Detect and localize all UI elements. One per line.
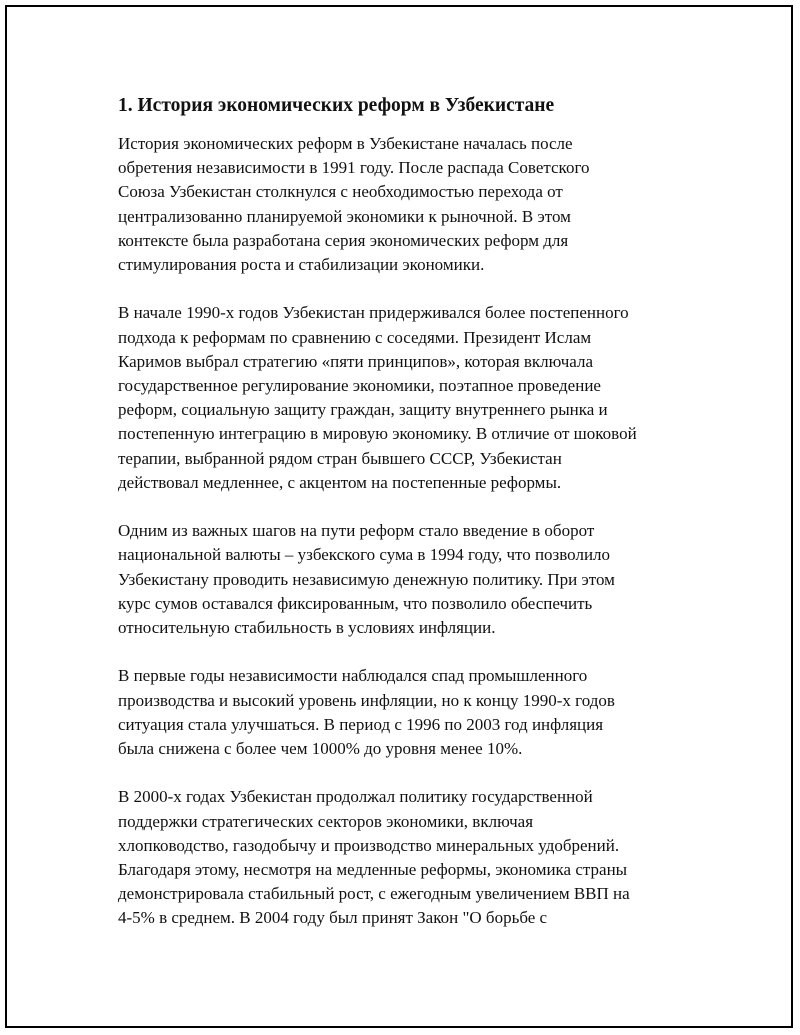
text-line: 4-5% в среднем. В 2004 году был принят Закон "О борьбе с — [118, 908, 548, 928]
text-line: В начале 1990-х годов Узбекистан придерживался более постепенного — [118, 303, 629, 323]
text-line: В 2000-х годах Узбекистан продолжал политику государственной — [118, 787, 593, 807]
text-line: действовал медленнее, с акцентом на постепенные реформы. — [118, 472, 562, 492]
text-line: Каримов выбрал стратегию «пяти принципов», которая включала — [118, 351, 593, 371]
text-line: Благодаря этому, несмотря на медленные реформы, экономика страны — [118, 860, 628, 880]
text-line: централизованно планируемой экономики к рыночной. В этом — [118, 206, 571, 226]
document-body — [118, 94, 698, 955]
text-line: Одним из важных шагов на пути реформ стало введение в оборот — [118, 521, 595, 541]
paragraph-4 — [118, 664, 698, 761]
paragraph-1 — [118, 132, 698, 277]
text-line: курс сумов оставался фиксированным, что позволило обеспечить — [118, 593, 593, 613]
text-line: хлопководство, газодобычу и производство минеральных удобрений. — [118, 835, 620, 855]
text-line: Узбекистану проводить независимую денежную политику. При этом — [118, 569, 615, 589]
text-line: обретения независимости в 1991 году. После распада Советского — [118, 158, 590, 178]
text-line: постепенную интеграцию в мировую экономику. В отличие от шоковой — [118, 424, 637, 444]
text-line: терапии, выбранной рядом стран бывшего СССР, Узбекистан — [118, 448, 562, 468]
text-line: поддержки стратегических секторов экономики, включая — [118, 811, 534, 831]
paragraph-2 — [118, 301, 698, 495]
text-line: стимулирования роста и стабилизации экономики. — [118, 255, 485, 275]
text-line: В первые годы независимости наблюдался спад промышленного — [118, 666, 588, 686]
text-line: реформ, социальную защиту граждан, защиту внутреннего рынка и — [118, 400, 608, 420]
text-line: подхода к реформам по сравнению с соседями. Президент Ислам — [118, 327, 592, 347]
paragraph-5 — [118, 785, 698, 930]
text-line: История экономических реформ в Узбекистане началась после — [118, 134, 573, 153]
text-line: Союза Узбекистан столкнулся с необходимостью перехода от — [118, 182, 563, 202]
text-line: производства и высокий уровень инфляции, но к концу 1990-х годов — [118, 690, 615, 710]
text-line: относительную стабильность в условиях инфляции. — [118, 618, 496, 638]
text-line: государственное регулирование экономики, поэтапное проведение — [118, 376, 601, 396]
text-line: демонстрировала стабильный рост, с ежегодным увеличением ВВП на — [118, 884, 630, 904]
text-line: контексте была разработана серия экономических реформ для — [118, 230, 569, 250]
document-title: 1. История экономических реформ в Узбекистане — [118, 95, 555, 116]
paragraph-3 — [118, 519, 698, 640]
text-line: национальной валюты – узбекского сума в 1994 году, что позволило — [118, 545, 611, 565]
text-line: была снижена с более чем 1000% до уровня менее 10%. — [118, 739, 523, 759]
text-line: ситуация стала улучшаться. В период с 1996 по 2003 год инфляция — [118, 714, 604, 734]
